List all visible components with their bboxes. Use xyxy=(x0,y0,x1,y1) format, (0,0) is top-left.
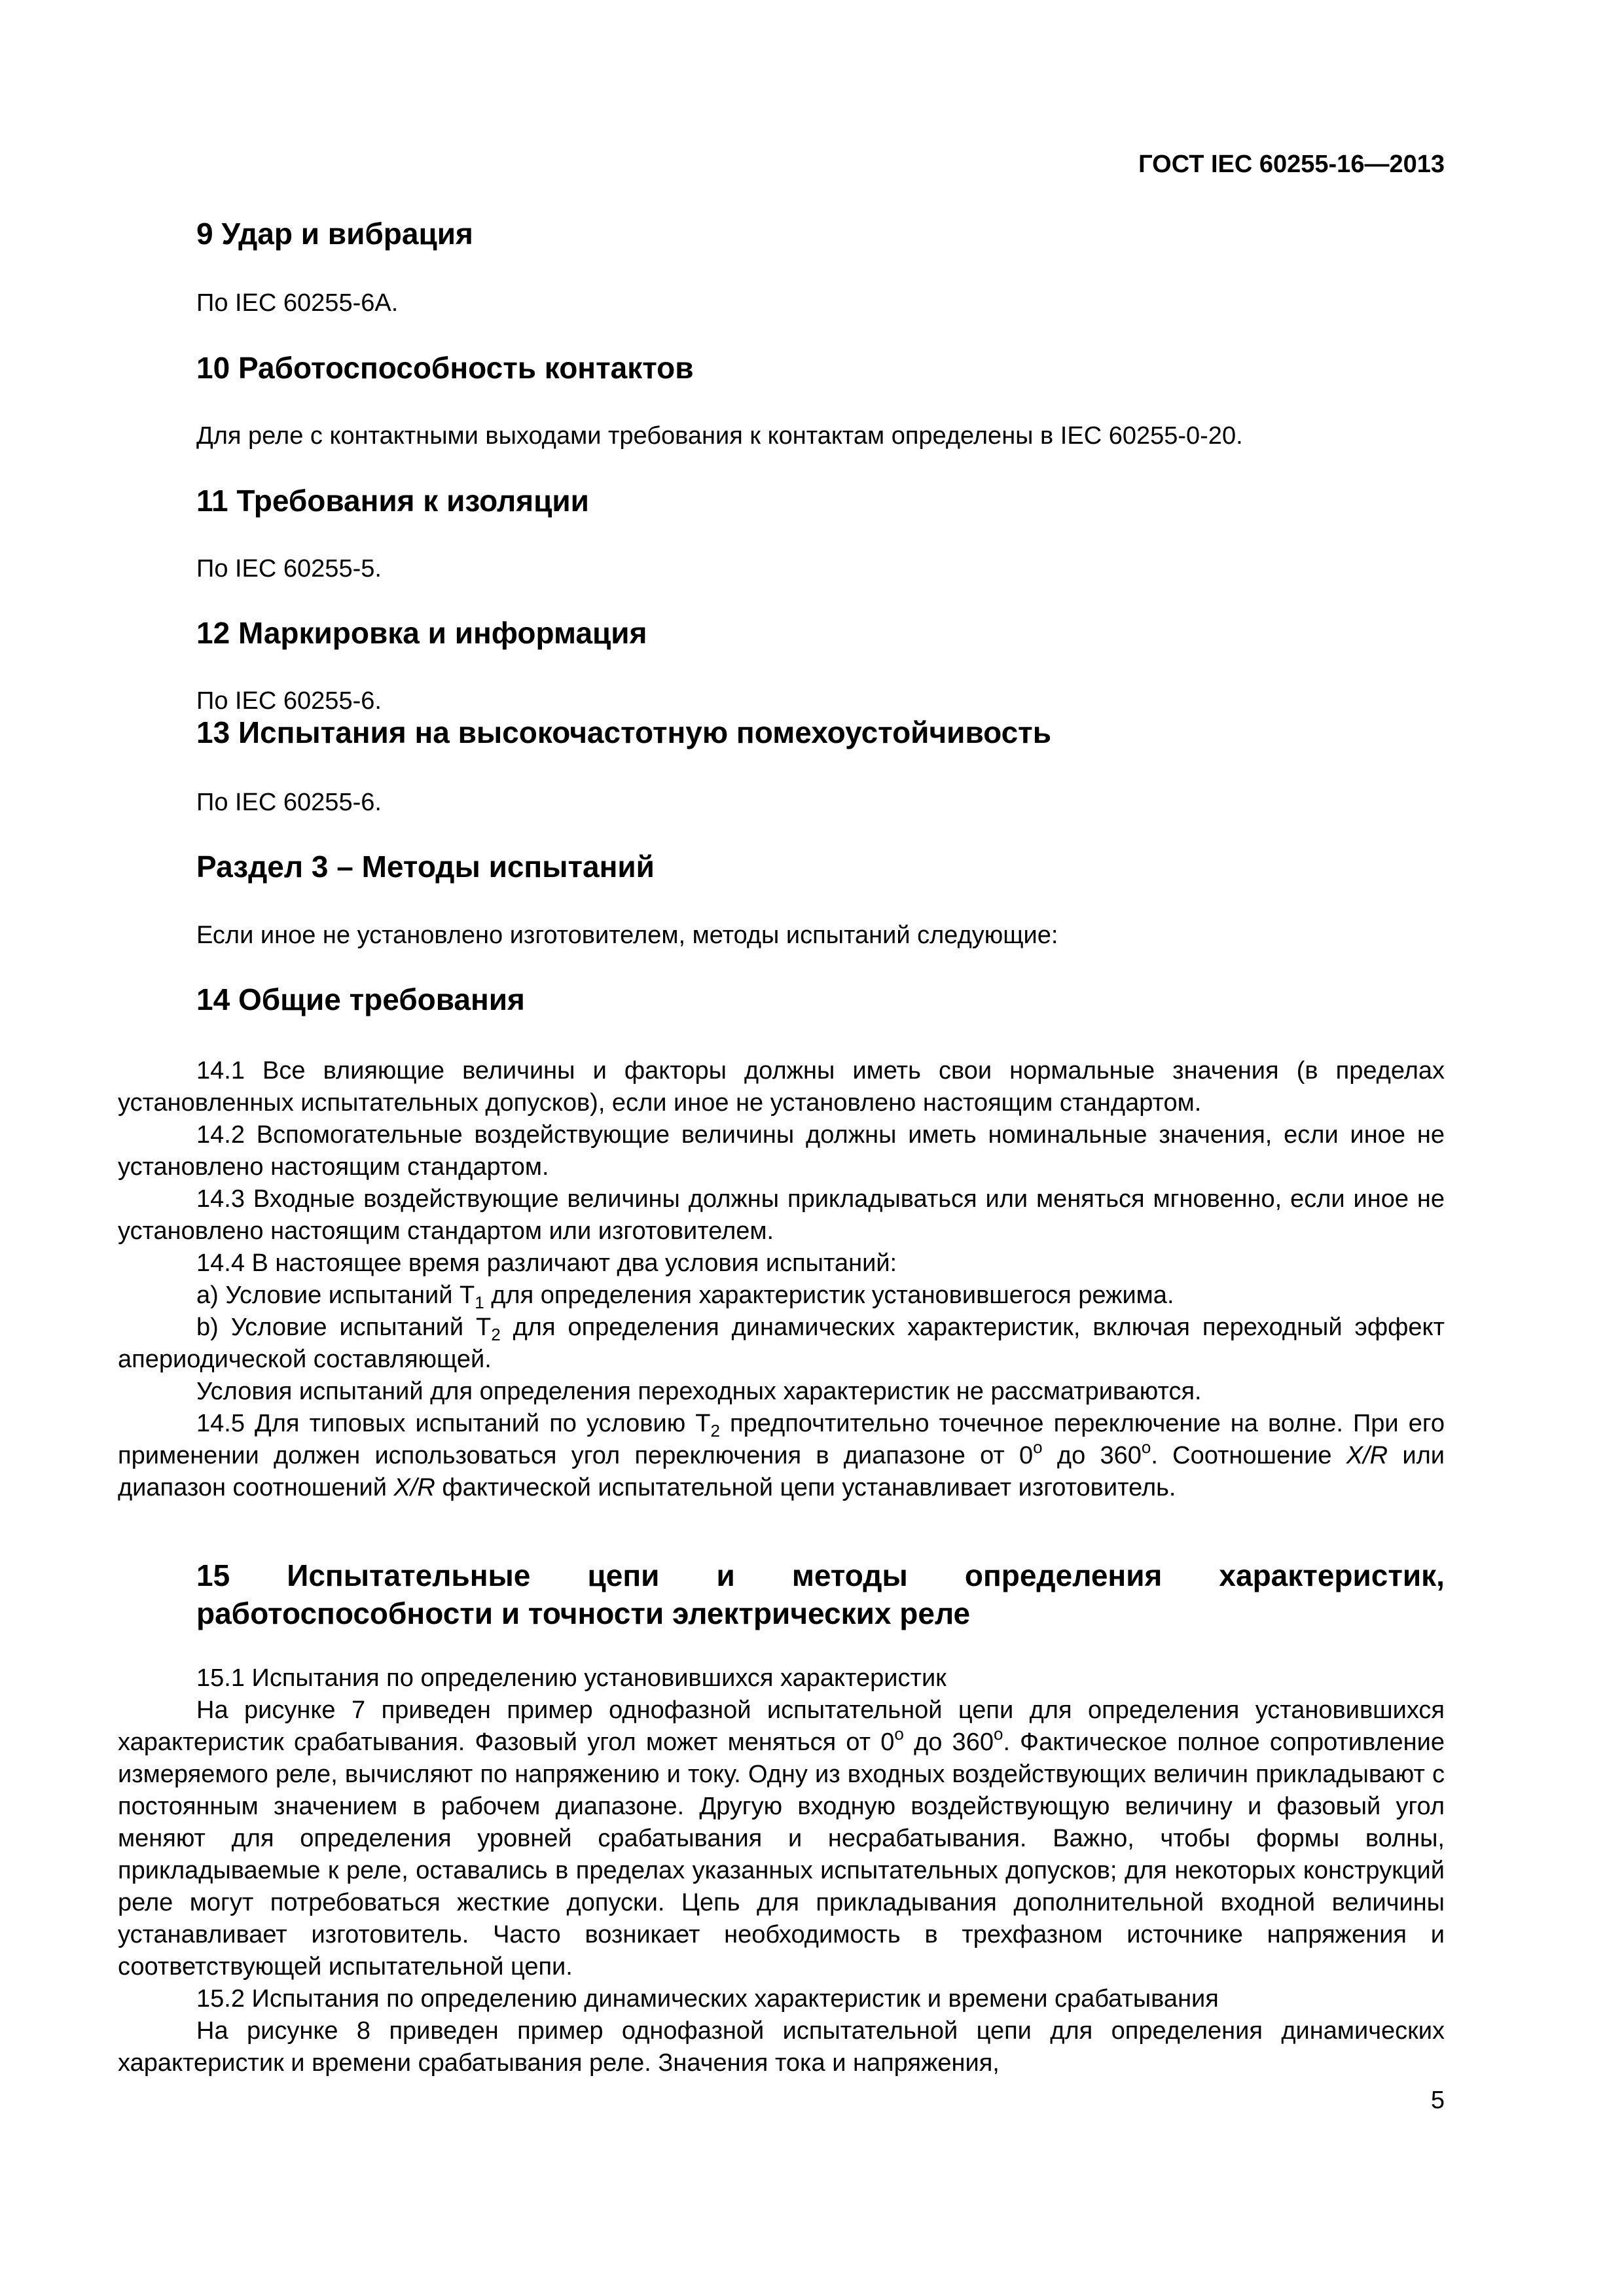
para-15-2-text: На рисунке 8 приведен пример однофазной испытательной цепи для определения динамических характеристик и времени срабатывания реле. Значения тока и напряжения, xyxy=(118,2017,1445,2077)
page-number: 5 xyxy=(1430,2087,1445,2114)
para-15-1-title: 15.1 Испытания по определению установившихся характеристик xyxy=(196,1664,947,1692)
section-15-body xyxy=(118,1662,1445,2079)
section-15-heading-line-1: 15 Испытательные цепи и методы определения характеристик, xyxy=(196,1558,1445,1592)
section-12-text: По IEC 60255-6. xyxy=(196,687,382,715)
para-15-1-text: На рисунке 7 приведен пример однофазной испытательной цепи для определения установившихся характеристик срабатывания. Фазовый угол может меняться от $0^о$ до $360^о$. Фактическое полное сопротивление измеряемого реле, вычисляют по напряжению и току. Одну из входных воздействующих величин прикладывают с постоянным значением в рабочем диапазоне. Другую входную воздействующую величину и фазовый угол меняют для определения уровней срабатывания и несрабатывания. Важно, чтобы формы волны, прикладываемые к реле, оставались в пределах указанных испытательных допусков; для некоторых конструкций реле могут потребоваться жесткие допуски. Цепь для прикладывания дополнительной входной величины устанавливает изготовитель. Часто возникает необходимость в трехфазном источнике напряжения и соответствующей испытательной цепи. xyxy=(118,1696,1445,1981)
para-14-1: 14.1 Все влияющие величины и факторы должны иметь свои нормальные значения (в пределах установленных испытательных допусков), если иное не установлено настоящим стандартом. xyxy=(118,1057,1445,1117)
para-14-2: 14.2 Вспомогательные воздействующие величины должны иметь номинальные значения, если иное не установлено настоящим стандартом. xyxy=(118,1121,1445,1181)
part-3-heading: Раздел 3 – Методы испытаний xyxy=(196,850,655,884)
section-10-heading: 10 Работоспособность контактов xyxy=(196,351,694,385)
section-9-text: По IEC 60255-6А. xyxy=(196,289,399,317)
section-10-text: Для реле с контактными выходами требования к контактам определены в IEC 60255-0-20. xyxy=(196,422,1243,450)
section-15-heading-line-2: работоспособности и точности электрических реле xyxy=(196,1596,971,1630)
section-11-text: По IEC 60255-5. xyxy=(196,555,382,583)
section-12-heading: 12 Маркировка и информация xyxy=(196,616,647,650)
para-transient: Условия испытаний для определения переходных характеристик не рассматриваются. xyxy=(196,1378,1202,1405)
section-13-heading: 13 Испытания на высокочастотную помехоустойчивость xyxy=(196,715,1051,749)
document-header: ГОСТ IEC 60255-16—2013 xyxy=(1138,151,1445,178)
para-14-3: 14.3 Входные воздействующие величины должны прикладываться или меняться мгновенно, если иное не установлено настоящим стандартом или изготовителем. xyxy=(118,1185,1445,1245)
para-14-4-a: а) Условие испытаний $Т_1$ для определения характеристик установившегося режима. xyxy=(196,1282,1174,1312)
para-14-4-b: b) Условие испытаний $Т_2$ для определения динамических характеристик, включая переходный эффект апериодической составляющей. xyxy=(118,1314,1445,1373)
part-3-text: Если иное не установлено изготовителем, методы испытаний следующие: xyxy=(196,922,1058,949)
section-9-heading: 9 Удар и вибрация xyxy=(196,217,473,251)
section-11-heading: 11 Требования к изоляции xyxy=(196,484,589,518)
section-15-heading xyxy=(196,1556,1445,1632)
section-13-text: По IEC 60255-6. xyxy=(196,789,382,816)
para-14-5: 14.5 Для типовых испытаний по условию $Т_2$ предпочтительно точечное переключение на волне. При его применении должен использоваться угол переключения в диапазоне от $0^о$ до $360^о$. Соотношение X/R или диапазон соотношений X/R фактической испытательной цепи устанавливает изготовитель. xyxy=(118,1410,1445,1501)
section-14-body xyxy=(118,1055,1445,1504)
para-14-4: 14.4 В настоящее время различают два условия испытаний: xyxy=(196,1249,897,1277)
section-14-heading: 14 Общие требования xyxy=(196,982,525,1016)
para-15-2-title: 15.2 Испытания по определению динамических характеристик и времени срабатывания xyxy=(196,1985,1219,2013)
